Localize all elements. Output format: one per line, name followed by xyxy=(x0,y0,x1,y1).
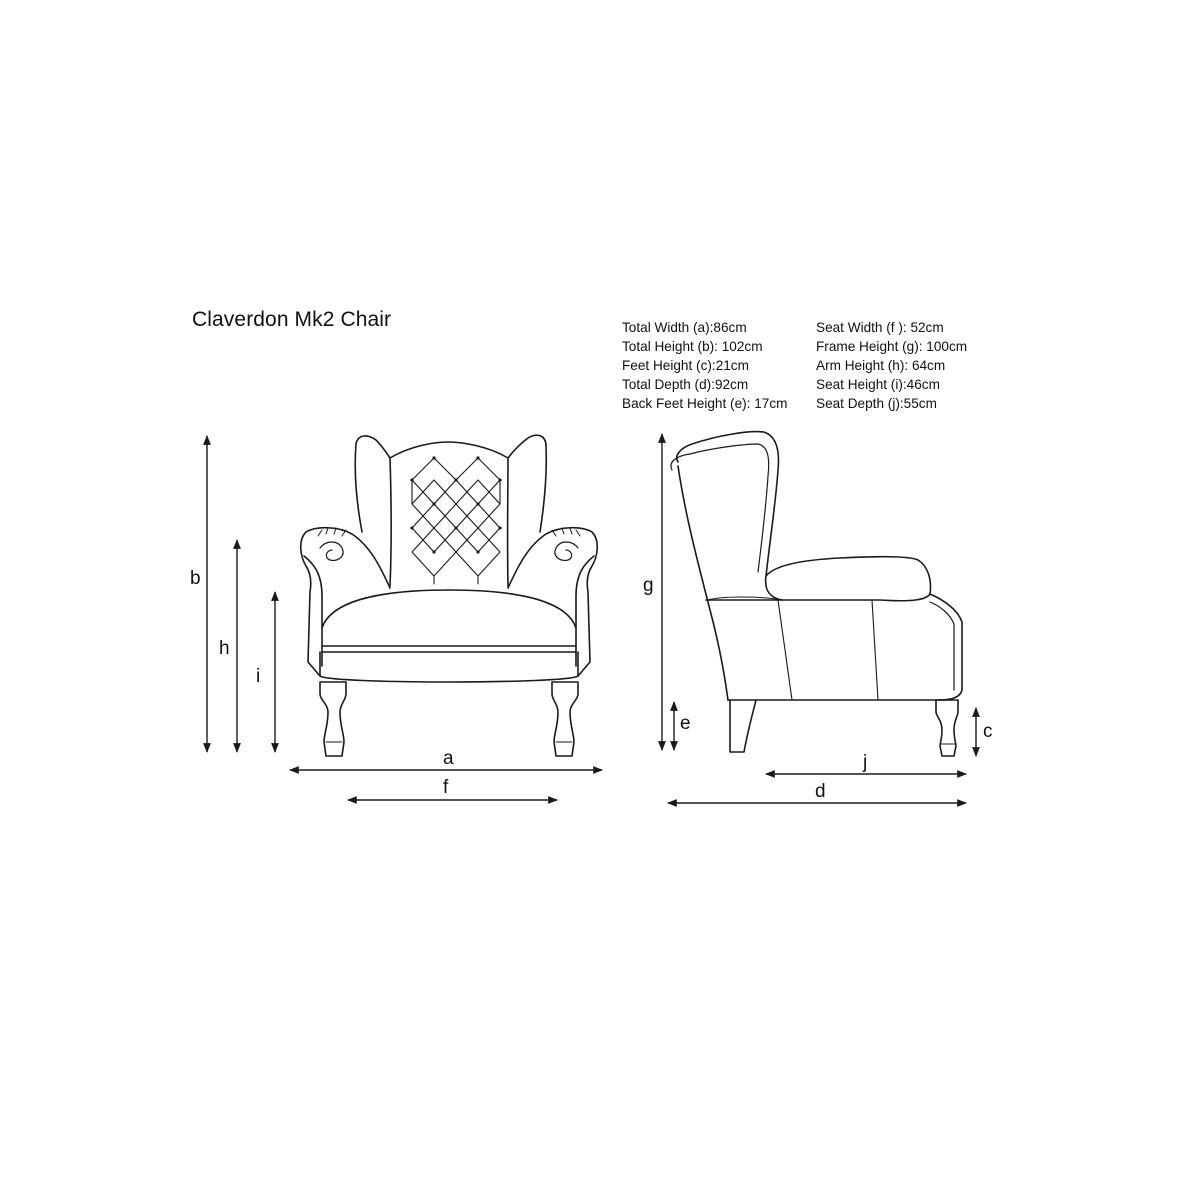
dim-label-a: a xyxy=(443,748,454,769)
spec-value: 55cm xyxy=(903,396,937,411)
side-back-leg xyxy=(730,700,756,752)
side-body-panel xyxy=(706,600,940,700)
dim-label-c: c xyxy=(983,721,993,742)
front-view-chair xyxy=(301,435,598,756)
dim-label-g: g xyxy=(643,575,654,596)
spec-label: Feet Height (c): xyxy=(622,358,716,373)
front-seat-cushion xyxy=(322,590,576,628)
side-panel-seam-1 xyxy=(778,600,792,700)
side-panel-seam-2 xyxy=(872,600,878,700)
side-dimension-lines xyxy=(662,434,976,803)
front-right-arm xyxy=(508,528,597,676)
dim-label-e: e xyxy=(680,713,691,734)
spec-value: 102cm xyxy=(721,339,763,354)
spec-value: 21cm xyxy=(715,358,749,373)
side-rear-body xyxy=(678,466,728,700)
side-view-chair xyxy=(671,432,962,756)
dim-label-h: h xyxy=(219,638,230,659)
dim-label-d: d xyxy=(815,781,826,802)
front-seat-front xyxy=(322,646,576,652)
front-backrest xyxy=(355,435,546,532)
diagram-title: Claverdon Mk2 Chair xyxy=(192,308,392,331)
spec-value: 17cm xyxy=(754,396,788,411)
front-dimension-lines xyxy=(207,436,602,800)
front-tufting xyxy=(412,458,500,584)
spec-value: 86cm xyxy=(713,320,747,335)
spec-label: Seat Depth (j): xyxy=(816,396,904,411)
side-seat-cushion xyxy=(766,557,931,601)
spec-value: 100cm xyxy=(926,339,968,354)
front-inner-back xyxy=(390,458,508,586)
side-arm-front xyxy=(930,594,962,700)
spec-label: Total Height (b): xyxy=(622,339,718,354)
spec-label: Total Width (a): xyxy=(622,320,714,335)
spec-value: 52cm xyxy=(910,320,944,335)
dim-label-i: i xyxy=(256,666,261,687)
side-front-leg xyxy=(936,700,958,756)
spec-label: Total Depth (d): xyxy=(622,377,715,392)
spec-label: Seat Width (f ): xyxy=(816,320,907,335)
spec-label: Arm Height (h): xyxy=(816,358,909,373)
front-left-arm xyxy=(301,528,390,676)
spec-label: Frame Height (g): xyxy=(816,339,923,354)
dim-label-f: f xyxy=(443,777,449,798)
dim-label-b: b xyxy=(190,568,201,589)
spec-label: Back Feet Height (e): xyxy=(622,396,751,411)
front-left-leg xyxy=(320,682,346,756)
front-right-leg xyxy=(552,682,578,756)
front-base xyxy=(320,652,578,682)
dim-label-j: j xyxy=(863,752,868,773)
spec-value: 46cm xyxy=(906,377,940,392)
spec-label: Seat Height (i): xyxy=(816,377,907,392)
spec-value: 92cm xyxy=(714,377,749,392)
spec-value: 64cm xyxy=(911,358,946,373)
